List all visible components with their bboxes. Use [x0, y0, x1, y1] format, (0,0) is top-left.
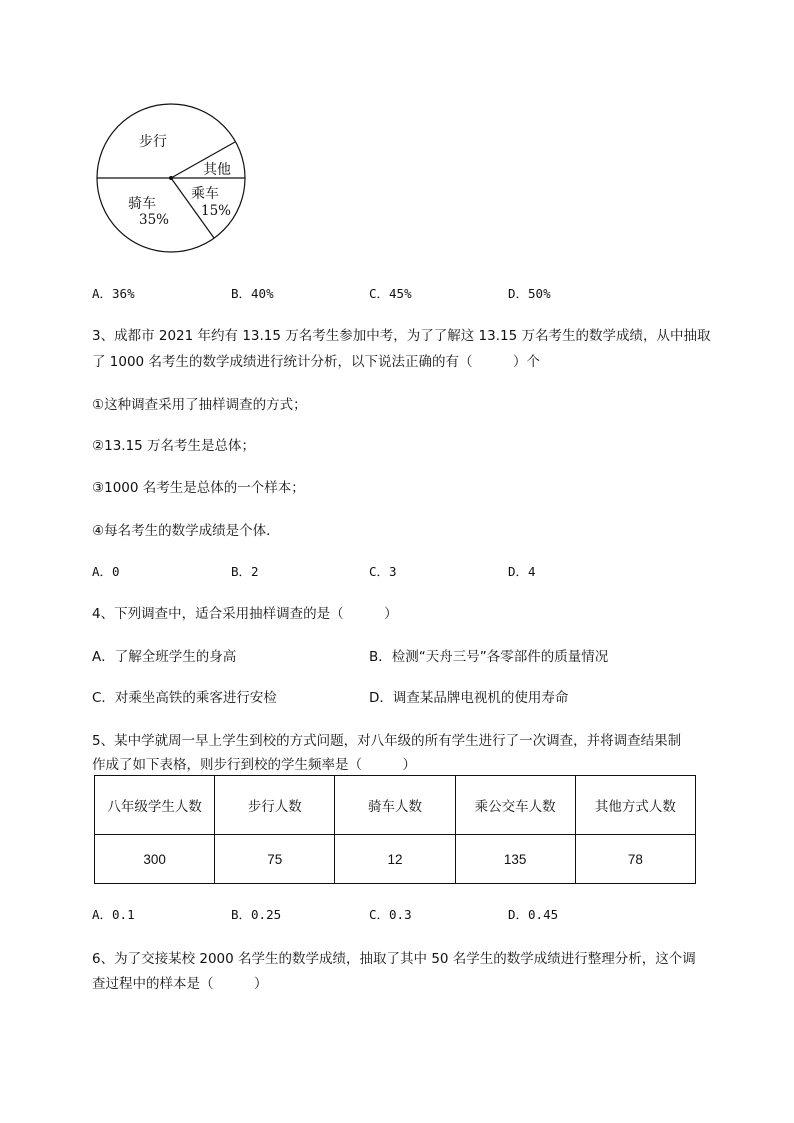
q2-option-d: D．50% [508, 286, 551, 301]
q4-option-b: B．检测“天舟三号”各零部件的质量情况 [369, 649, 609, 665]
table-cell: 300 [95, 835, 215, 884]
q3-option-a: A．0 [92, 564, 120, 579]
q3-option-d: D．4 [508, 564, 536, 579]
table-header-cell: 骑车人数 [335, 776, 455, 835]
table-header-row [95, 776, 696, 835]
pie-label-bike: 骑车 [128, 196, 156, 212]
q6-stem-line2: 查过程中的样本是（ ） [92, 976, 268, 992]
q3-statement-1: ①这种调查采用了抽样调查的方式； [92, 397, 307, 413]
q6-stem-line1: 6、为了交接某校 2000 名学生的数学成绩，抽取了其中 50 名学生的数学成绩进行整理分析，这个调 [92, 951, 696, 967]
q2-option-b: B．40% [231, 286, 274, 301]
table-header-cell: 八年级学生人数 [95, 776, 215, 835]
q5-option-b: B．0.25 [231, 907, 282, 922]
pie-label-walk: 步行 [139, 134, 167, 150]
q3-statement-3: ③1000 名考生是总体的一个样本； [92, 480, 305, 496]
q5-option-c: C．0.3 [369, 907, 412, 922]
q2-option-a: A．36% [92, 286, 135, 301]
q4-option-a: A．了解全班学生的身高 [92, 649, 237, 665]
table-cell: 78 [575, 835, 695, 884]
table-header-cell: 乘公交车人数 [455, 776, 575, 835]
table-row [95, 835, 696, 884]
q5-stem-line2: 作成了如下表格，则步行到校的学生频率是（ ） [92, 757, 416, 773]
pie-pct-bike: 35% [139, 212, 170, 228]
table-cell: 12 [335, 835, 455, 884]
q5-stem-line1: 5、某中学就周一早上学生到校的方式问题，对八年级的所有学生进行了一次调查，并将调查结果制 [92, 733, 682, 749]
q3-stem-line2: 了 1000 名考生的数学成绩进行统计分析，以下说法正确的有（ ）个 [92, 354, 540, 370]
q2-option-c: C．45% [369, 286, 412, 301]
table-cell: 135 [455, 835, 575, 884]
pie-label-other: 其他 [203, 162, 231, 178]
q5-table [94, 775, 696, 884]
q5-option-d: D．0.45 [508, 907, 559, 922]
q4-option-d: D．调查某品牌电视机的使用寿命 [369, 690, 569, 706]
pie-label-bus: 乘车 [191, 186, 219, 202]
q4-stem: 4、下列调查中，适合采用抽样调查的是（ ） [92, 606, 398, 622]
pie-center-dot [169, 176, 173, 180]
q3-stem-line1: 3、成都市 2021 年约有 13.15 万名考生参加中考，为了了解这 13.15 万名考生的数学成绩，从中抽取 [92, 328, 711, 344]
pie-pct-bus: 15% [201, 203, 232, 219]
q5-option-a: A．0.1 [92, 907, 135, 922]
table-cell: 75 [215, 835, 335, 884]
pie-chart [90, 95, 250, 265]
q3-statement-4: ④每名考生的数学成绩是个体． [92, 523, 280, 539]
q4-option-c: C．对乘坐高铁的乘客进行安检 [92, 690, 277, 706]
q3-option-b: B．2 [231, 564, 259, 579]
table-header-cell: 步行人数 [215, 776, 335, 835]
table-header-cell: 其他方式人数 [575, 776, 695, 835]
q3-option-c: C．3 [369, 564, 397, 579]
q3-statement-2: ②13.15 万名考生是总体； [92, 438, 256, 454]
